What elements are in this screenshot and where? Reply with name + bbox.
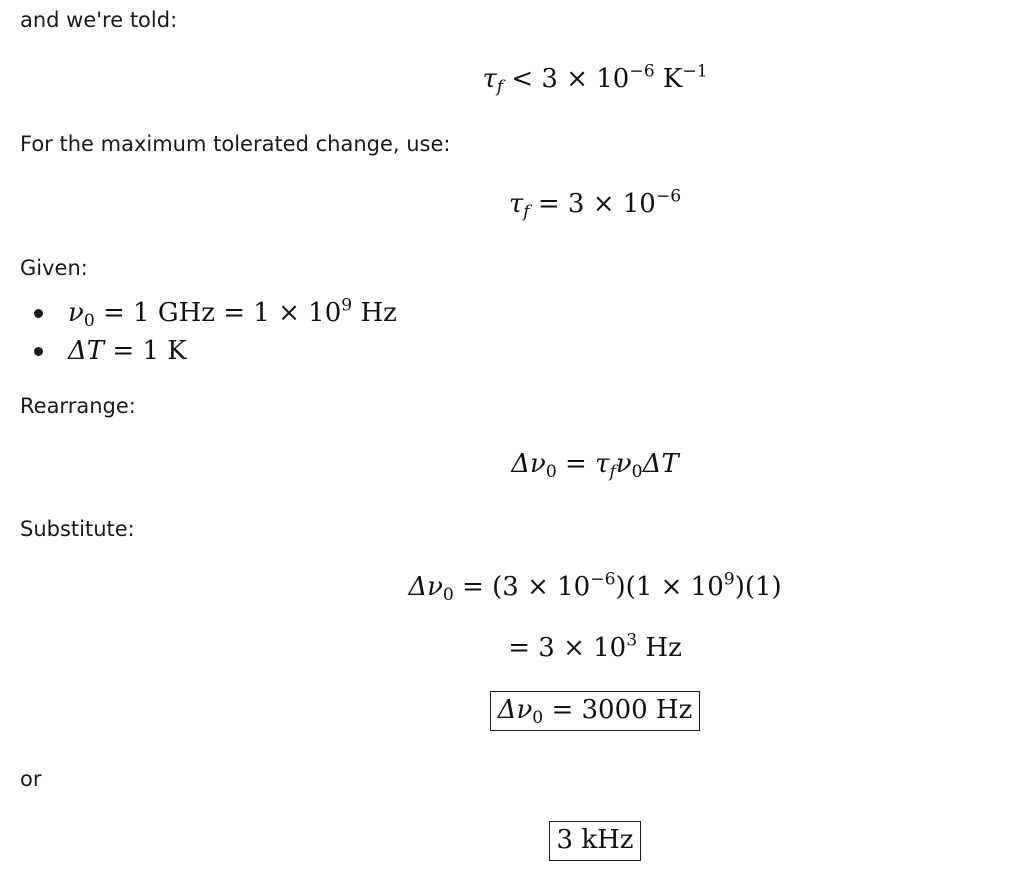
result-boxed-equation	[0, 691, 1024, 731]
result-exponent-equation: = $3 \times 10^3$ Hz	[508, 630, 682, 663]
bullet-icon	[34, 309, 43, 318]
rearranged-equation: $\Delta\nu_0 = \tau_f\nu_0\Delta T$	[511, 449, 679, 483]
result-khz-equation	[0, 821, 1024, 861]
intro-text: and we're told:	[20, 8, 178, 32]
tau-limit-equation: $\tau_f < 3 \times 10^{-6}$ $K^{-1}$	[482, 61, 708, 98]
substituted-equation: $\Delta\nu_0 = (3 \times 10^{-6})(1 \times 10^9)(1)$	[408, 569, 782, 606]
rearrange-label: Rearrange:	[20, 394, 136, 418]
tau-value-equation: $\tau_f = 3 \times 10^{-6}$	[508, 186, 682, 223]
given-item-frequency: $\nu_0 = 1$ GHz = $1 \times 10^9$ Hz	[0, 294, 397, 332]
given-item-temperature: ΔT = 1 K	[0, 332, 397, 370]
result-box: $\Delta\nu_0 = 3000$ Hz	[490, 691, 701, 731]
result-khz-box: 3 kHz	[549, 821, 642, 861]
given-list	[0, 294, 397, 370]
given-label: Given:	[20, 256, 88, 280]
max-tolerated-text: For the maximum tolerated change, use:	[20, 132, 451, 156]
bullet-icon	[34, 347, 43, 356]
substitute-label: Substitute:	[20, 517, 135, 541]
or-text: or	[20, 767, 42, 791]
